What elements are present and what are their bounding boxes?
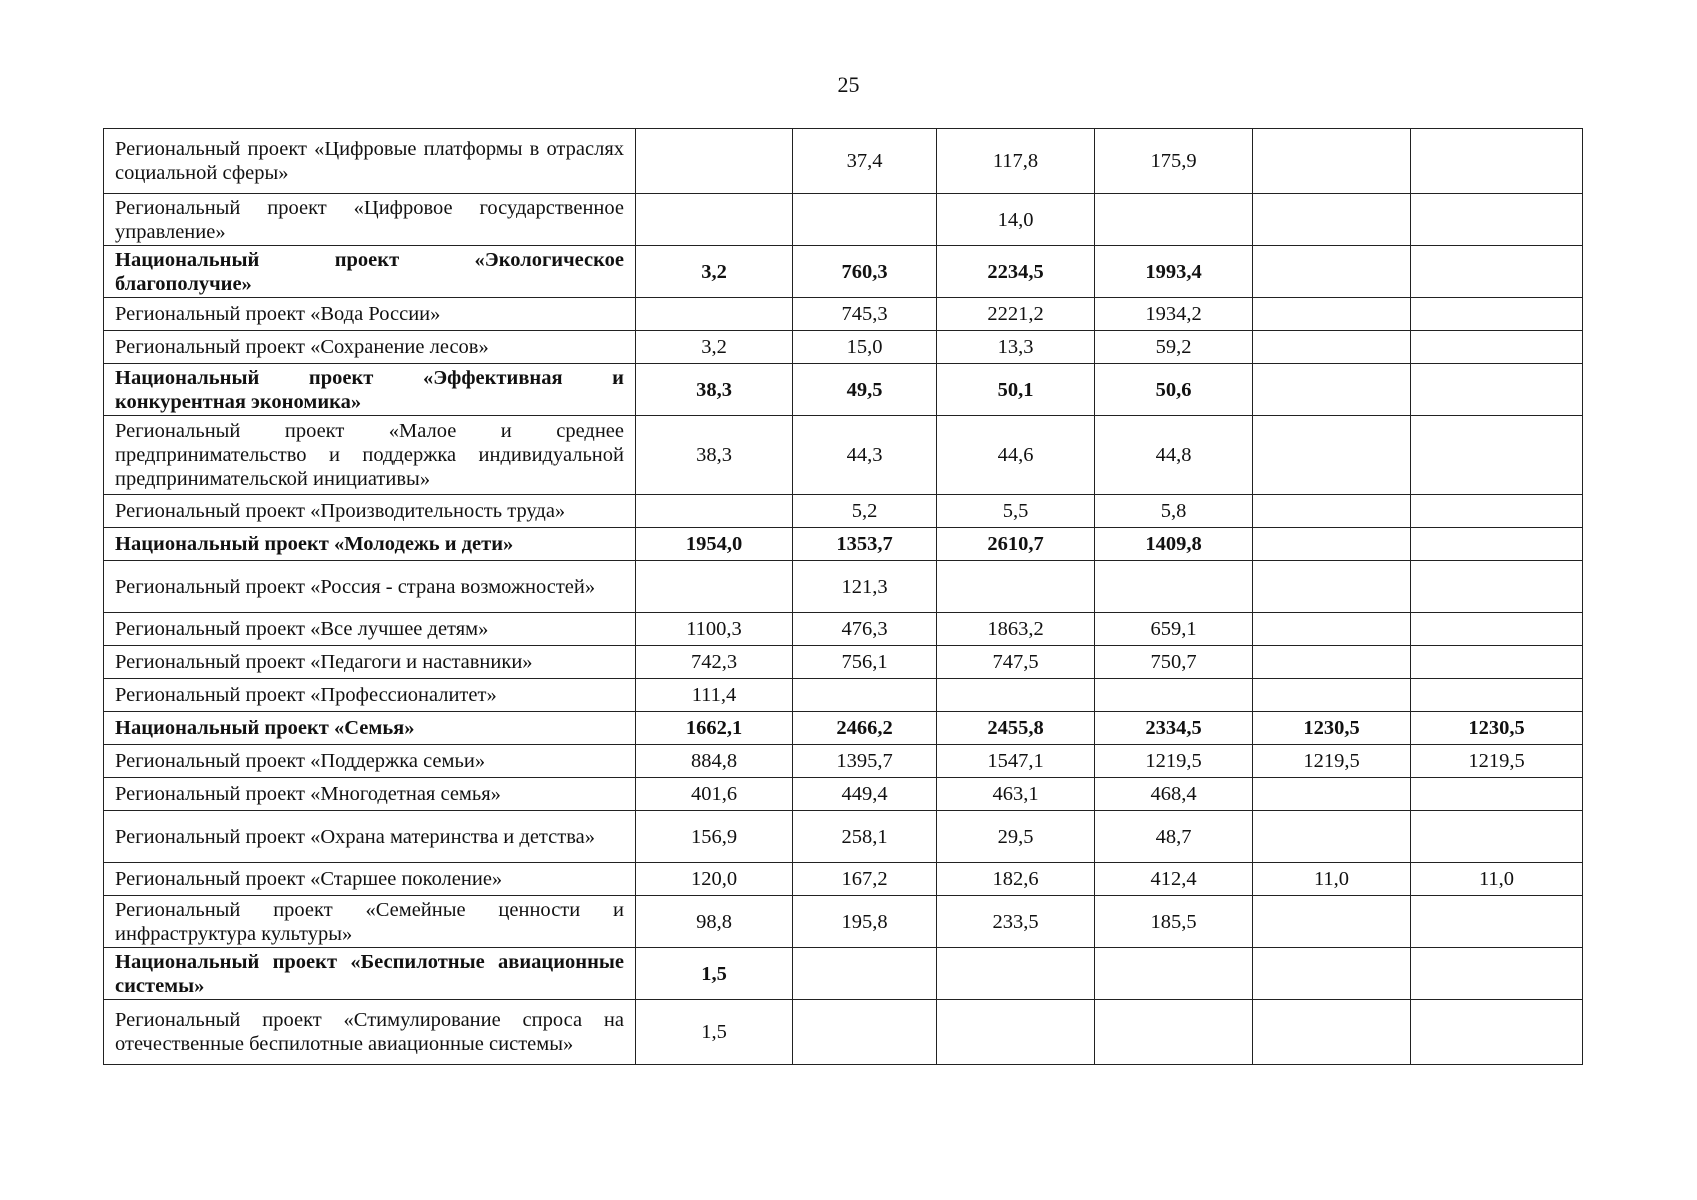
value-cell: 121,3 [793,561,937,613]
value-cell: 44,3 [793,416,937,495]
value-cell: 44,8 [1095,416,1253,495]
value-cell [1411,561,1583,613]
value-cell: 50,1 [937,364,1095,416]
value-cell: 49,5 [793,364,937,416]
regional-project-row [104,811,1583,863]
value-cell [1411,613,1583,646]
project-name-cell: Региональный проект «Малое и среднее предпринимательство и поддержка индивидуальной предпринимательской инициативы» [104,416,636,495]
project-name-cell: Региональный проект «Поддержка семьи» [104,745,636,778]
value-cell: 745,3 [793,298,937,331]
value-cell [1095,679,1253,712]
budget-table [103,128,1583,1065]
project-name-cell: Региональный проект «Сохранение лесов» [104,331,636,364]
value-cell [937,948,1095,1000]
value-cell: 1395,7 [793,745,937,778]
regional-project-row [104,679,1583,712]
value-cell: 1353,7 [793,528,937,561]
value-cell: 14,0 [937,194,1095,246]
value-cell [1411,1000,1583,1065]
value-cell: 117,8 [937,129,1095,194]
value-cell: 1662,1 [636,712,793,745]
national-project-row [104,948,1583,1000]
value-cell: 185,5 [1095,896,1253,948]
value-cell: 2221,2 [937,298,1095,331]
value-cell [636,129,793,194]
value-cell: 1954,0 [636,528,793,561]
project-name-cell: Национальный проект «Беспилотные авиационные системы» [104,948,636,1000]
page-number: 25 [837,72,860,97]
value-cell [1411,331,1583,364]
value-cell: 1409,8 [1095,528,1253,561]
value-cell: 742,3 [636,646,793,679]
value-cell: 2466,2 [793,712,937,745]
value-cell [1411,778,1583,811]
value-cell: 750,7 [1095,646,1253,679]
national-project-row [104,364,1583,416]
regional-project-row [104,495,1583,528]
value-cell [1411,129,1583,194]
value-cell [636,561,793,613]
value-cell: 884,8 [636,745,793,778]
value-cell: 98,8 [636,896,793,948]
value-cell: 156,9 [636,811,793,863]
value-cell [1253,646,1411,679]
value-cell: 50,6 [1095,364,1253,416]
regional-project-row [104,778,1583,811]
value-cell: 175,9 [1095,129,1253,194]
value-cell: 760,3 [793,246,937,298]
value-cell [1411,246,1583,298]
value-cell: 468,4 [1095,778,1253,811]
national-project-row [104,712,1583,745]
value-cell [636,495,793,528]
project-name-cell: Региональный проект «Семейные ценности и инфраструктура культуры» [104,896,636,948]
project-name-cell: Национальный проект «Эффективная и конкурентная экономика» [104,364,636,416]
regional-project-row [104,298,1583,331]
value-cell [1411,298,1583,331]
project-name-cell: Региональный проект «Производительность труда» [104,495,636,528]
value-cell: 2234,5 [937,246,1095,298]
value-cell [636,298,793,331]
value-cell: 258,1 [793,811,937,863]
project-name-cell: Региональный проект «Старшее поколение» [104,863,636,896]
regional-project-row [104,561,1583,613]
value-cell [1253,613,1411,646]
value-cell [937,1000,1095,1065]
value-cell [1411,811,1583,863]
regional-project-row [104,129,1583,194]
value-cell [1095,1000,1253,1065]
value-cell: 2455,8 [937,712,1095,745]
value-cell: 233,5 [937,896,1095,948]
regional-project-row [104,896,1583,948]
value-cell [937,561,1095,613]
value-cell: 449,4 [793,778,937,811]
regional-project-row [104,194,1583,246]
value-cell [1253,129,1411,194]
value-cell [1411,528,1583,561]
project-name-cell: Региональный проект «Цифровые платформы в отраслях социальной сферы» [104,129,636,194]
value-cell: 3,2 [636,331,793,364]
value-cell: 5,8 [1095,495,1253,528]
project-name-cell: Региональный проект «Охрана материнства и детства» [104,811,636,863]
value-cell [1095,194,1253,246]
value-cell: 1934,2 [1095,298,1253,331]
value-cell: 15,0 [793,331,937,364]
value-cell: 476,3 [793,613,937,646]
value-cell [1411,495,1583,528]
value-cell [1411,416,1583,495]
regional-project-row [104,613,1583,646]
value-cell: 1100,3 [636,613,793,646]
value-cell: 1547,1 [937,745,1095,778]
value-cell [1095,948,1253,1000]
regional-project-row [104,745,1583,778]
value-cell [1253,778,1411,811]
value-cell: 48,7 [1095,811,1253,863]
value-cell [1253,416,1411,495]
project-name-cell: Национальный проект «Семья» [104,712,636,745]
value-cell [1253,811,1411,863]
national-project-row [104,246,1583,298]
regional-project-row [104,646,1583,679]
value-cell [1411,194,1583,246]
project-name-cell: Региональный проект «Профессионалитет» [104,679,636,712]
value-cell: 38,3 [636,364,793,416]
value-cell: 756,1 [793,646,937,679]
value-cell: 1993,4 [1095,246,1253,298]
value-cell: 38,3 [636,416,793,495]
value-cell [1411,646,1583,679]
project-name-cell: Региональный проект «Многодетная семья» [104,778,636,811]
value-cell [1253,331,1411,364]
value-cell: 2334,5 [1095,712,1253,745]
value-cell [1253,896,1411,948]
value-cell: 401,6 [636,778,793,811]
value-cell [1411,896,1583,948]
value-cell: 37,4 [793,129,937,194]
value-cell: 3,2 [636,246,793,298]
project-name-cell: Региональный проект «Стимулирование спроса на отечественные беспилотные авиационные системы» [104,1000,636,1065]
value-cell: 1219,5 [1095,745,1253,778]
value-cell: 182,6 [937,863,1095,896]
value-cell: 463,1 [937,778,1095,811]
value-cell: 1,5 [636,1000,793,1065]
value-cell: 167,2 [793,863,937,896]
value-cell [1411,948,1583,1000]
value-cell [1095,561,1253,613]
value-cell [1253,679,1411,712]
value-cell [1253,364,1411,416]
value-cell: 1219,5 [1253,745,1411,778]
value-cell: 195,8 [793,896,937,948]
value-cell: 120,0 [636,863,793,896]
value-cell: 412,4 [1095,863,1253,896]
value-cell [1411,679,1583,712]
value-cell [793,679,937,712]
value-cell [1253,495,1411,528]
table-body [104,129,1583,1065]
value-cell [1253,1000,1411,1065]
value-cell [793,1000,937,1065]
value-cell: 59,2 [1095,331,1253,364]
regional-project-row [104,331,1583,364]
value-cell: 44,6 [937,416,1095,495]
value-cell [636,194,793,246]
value-cell [937,679,1095,712]
value-cell: 747,5 [937,646,1095,679]
value-cell [1253,194,1411,246]
value-cell [1253,561,1411,613]
value-cell: 1230,5 [1253,712,1411,745]
value-cell: 2610,7 [937,528,1095,561]
value-cell: 5,2 [793,495,937,528]
regional-project-row [104,1000,1583,1065]
project-name-cell: Региональный проект «Россия - страна возможностей» [104,561,636,613]
value-cell: 1230,5 [1411,712,1583,745]
value-cell: 1863,2 [937,613,1095,646]
value-cell: 659,1 [1095,613,1253,646]
project-name-cell: Региональный проект «Вода России» [104,298,636,331]
value-cell [1253,246,1411,298]
value-cell: 11,0 [1253,863,1411,896]
value-cell [1253,298,1411,331]
value-cell: 5,5 [937,495,1095,528]
project-name-cell: Национальный проект «Экологическое благополучие» [104,246,636,298]
value-cell: 29,5 [937,811,1095,863]
project-name-cell: Региональный проект «Педагоги и наставники» [104,646,636,679]
value-cell [1411,364,1583,416]
value-cell [793,194,937,246]
value-cell [1253,948,1411,1000]
value-cell [1253,528,1411,561]
value-cell: 1,5 [636,948,793,1000]
project-name-cell: Региональный проект «Цифровое государственное управление» [104,194,636,246]
project-name-cell: Региональный проект «Все лучшее детям» [104,613,636,646]
project-name-cell: Национальный проект «Молодежь и дети» [104,528,636,561]
regional-project-row [104,416,1583,495]
value-cell: 13,3 [937,331,1095,364]
value-cell: 11,0 [1411,863,1583,896]
national-project-row [104,528,1583,561]
value-cell [793,948,937,1000]
value-cell: 111,4 [636,679,793,712]
regional-project-row [104,863,1583,896]
value-cell: 1219,5 [1411,745,1583,778]
